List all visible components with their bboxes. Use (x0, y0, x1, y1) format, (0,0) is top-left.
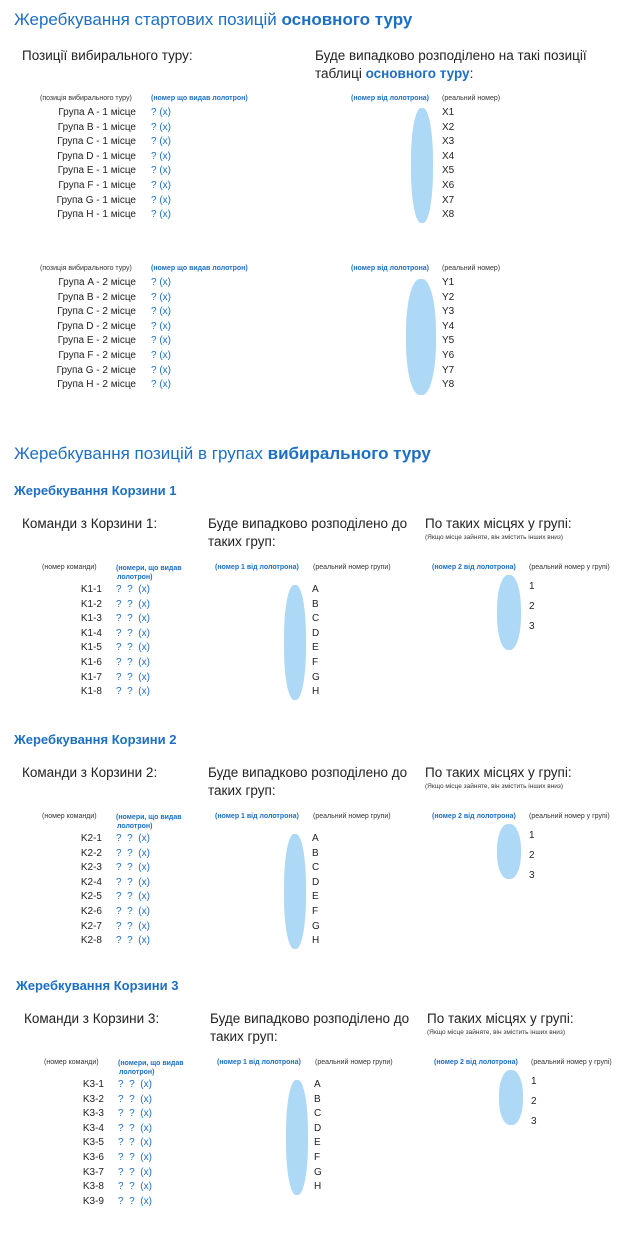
teams-list (60, 832, 102, 949)
lottery-value: ? ? (x) (118, 1181, 152, 1193)
lottery-value: ? ? (x) (118, 1093, 152, 1105)
places-note: (Якщо місце зайняте, він змістить інших вниз) (425, 534, 564, 541)
place-number: 1 (531, 1076, 537, 1087)
groups-label-line1: Буде випадково розподілено до (210, 1011, 410, 1026)
position-row: Група H - 1 місце (57, 209, 136, 221)
section1-title-emphasis: основного туру (281, 10, 413, 29)
teams-list (62, 1078, 104, 1209)
hidden-lotto1-scribble (284, 834, 306, 949)
real-numbers-list (442, 276, 454, 393)
places-list (529, 826, 535, 886)
basket-1-section (0, 480, 630, 720)
places-list (531, 1072, 537, 1132)
header-real-place: (реальний номер у групі) (529, 564, 610, 571)
group-letter: C (314, 1108, 322, 1120)
real-number: X3 (442, 136, 455, 148)
real-number: Y6 (442, 349, 455, 361)
header-real-number: (реальний номер) (442, 265, 501, 272)
position-row: Група B - 1 місце (57, 121, 136, 133)
lottery-value: ? ? (x) (118, 1195, 152, 1207)
group-letter: B (312, 598, 319, 610)
lottery-values-list (118, 1078, 152, 1209)
hidden-lotto2-scribble (497, 824, 521, 879)
groups-label (208, 515, 418, 551)
group-letter: C (312, 862, 320, 874)
group-letter: A (312, 584, 319, 595)
qualifying-positions-label: Позиції вибирального туру: (22, 48, 193, 63)
group-letter: F (312, 656, 319, 668)
groups-label-line2: таких груп: (208, 783, 276, 798)
place-number: 1 (529, 830, 535, 841)
lottery-value: ? (x) (151, 277, 171, 288)
header-real-group: (реальний номер групи) (313, 813, 391, 820)
group-letter: E (312, 642, 319, 654)
places-label: По таких місцях у групі: (425, 765, 572, 780)
real-number: X4 (442, 150, 455, 162)
groups-label-line1: Буде випадково розподілено до (208, 765, 408, 780)
team-row: K2-2 (80, 847, 102, 859)
team-row: K3-7 (82, 1166, 104, 1178)
header-team-number: (номер команди) (42, 564, 97, 571)
main-positions-label (315, 47, 615, 83)
team-row: K1-6 (80, 656, 102, 668)
main-positions-label-colon: : (469, 66, 474, 81)
team-row: K2-7 (80, 920, 102, 932)
lottery-values-list (151, 106, 171, 223)
lottery-value: ? (x) (151, 306, 171, 318)
team-row: K1-4 (80, 627, 102, 639)
teams-label: Команди з Корзини 3: (24, 1011, 160, 1026)
teams-label: Команди з Корзини 1: (22, 516, 158, 531)
real-number: X5 (442, 165, 455, 177)
team-row: K3-4 (82, 1122, 104, 1134)
basket-title: Жеребкування Корзини 2 (14, 732, 177, 747)
group-letter: G (312, 671, 320, 683)
places-label: По таких місцях у групі: (425, 516, 572, 531)
position-row: Група E - 2 місце (57, 335, 136, 347)
group-letter: H (314, 1181, 322, 1193)
position-row: Група F - 1 місце (58, 179, 136, 191)
section2-title (14, 444, 431, 464)
lottery-value: ? ? (x) (116, 876, 150, 888)
position-row: Група H - 2 місце (57, 379, 136, 391)
places-list (529, 577, 535, 637)
lottery-values-list (151, 276, 171, 393)
position-row: Група E - 1 місце (57, 165, 136, 177)
team-row: K3-8 (82, 1181, 104, 1193)
header-lottery-numbers-line2: лолотрон) (117, 574, 153, 581)
hidden-lotto-scribble (411, 108, 433, 223)
group-letter: D (314, 1122, 322, 1134)
teams-list (60, 583, 102, 700)
places-note: (Якщо місце зайняте, він змістить інших вниз) (425, 783, 564, 790)
groups-label-line1: Буде випадково розподілено до (208, 516, 408, 531)
groups-list (312, 832, 320, 949)
lottery-value: ? ? (x) (118, 1166, 152, 1178)
team-row: K2-8 (80, 935, 102, 947)
real-number: Y1 (442, 277, 455, 288)
lottery-value: ? ? (x) (116, 686, 150, 698)
lottery-value: ? ? (x) (116, 642, 150, 654)
groups-label-line2: таких груп: (210, 1029, 278, 1044)
lottery-value: ? (x) (151, 136, 171, 148)
lottery-value: ? (x) (151, 291, 171, 303)
lottery-value: ? (x) (151, 107, 171, 118)
position-row: Група D - 2 місце (57, 320, 136, 332)
header-lotto-2: (номер 2 від лолотрона) (432, 564, 516, 571)
group-letter: B (314, 1093, 321, 1105)
group-letter: E (314, 1137, 321, 1149)
lottery-value: ? (x) (151, 364, 171, 376)
team-row: K1-3 (80, 613, 102, 625)
header-position: (позиція вибирального туру) (40, 95, 132, 102)
position-row: Група D - 1 місце (57, 150, 136, 162)
lottery-value: ? ? (x) (116, 920, 150, 932)
lottery-value: ? ? (x) (116, 656, 150, 668)
groups-list (314, 1078, 322, 1195)
header-lottery-numbers-line1: (номери, що видав (118, 1060, 184, 1067)
hidden-lotto-scribble (406, 279, 436, 395)
lottery-value: ? ? (x) (118, 1137, 152, 1149)
places-label: По таких місцях у групі: (427, 1011, 574, 1026)
hidden-lotto2-scribble (499, 1070, 523, 1125)
team-row: K3-3 (82, 1108, 104, 1120)
groups-label-line2: таких груп: (208, 534, 276, 549)
header-lotto-2: (номер 2 від лолотрона) (432, 813, 516, 820)
first-place-block (0, 95, 630, 235)
positions-list (0, 106, 140, 223)
lottery-value: ? (x) (151, 209, 171, 221)
lottery-value: ? ? (x) (116, 935, 150, 947)
header-position: (позиція вибирального туру) (40, 265, 132, 272)
teams-label: Команди з Корзини 2: (22, 765, 158, 780)
lottery-value: ? (x) (151, 349, 171, 361)
header-team-number: (номер команди) (42, 813, 97, 820)
real-number: X7 (442, 194, 455, 206)
header-real-group: (реальний номер групи) (315, 1059, 393, 1066)
header-lotto-1: (номер 1 від лолотрона) (215, 813, 299, 820)
place-number: 2 (531, 1096, 537, 1107)
real-number: Y3 (442, 306, 455, 318)
position-row: Група B - 2 місце (57, 291, 136, 303)
lottery-value: ? (x) (151, 335, 171, 347)
lottery-value: ? (x) (151, 179, 171, 191)
position-row: Група C - 1 місце (57, 136, 136, 148)
header-lotto-1: (номер 1 від лолотрона) (217, 1059, 301, 1066)
position-row: Група G - 1 місце (56, 194, 136, 206)
team-row: K1-1 (80, 584, 102, 595)
lottery-value: ? ? (x) (116, 905, 150, 917)
team-row: K3-1 (82, 1079, 104, 1090)
positions-list (0, 276, 140, 393)
header-lottery-numbers-line1: (номери, що видав (116, 814, 182, 821)
basket-title: Жеребкування Корзини 1 (14, 483, 177, 498)
team-row: K2-5 (80, 891, 102, 903)
lottery-value: ? ? (x) (118, 1151, 152, 1163)
header-real-place: (реальний номер у групі) (529, 813, 610, 820)
group-letter: F (312, 905, 319, 917)
lottery-value: ? (x) (151, 121, 171, 133)
group-letter: A (312, 833, 319, 844)
header-lottery-numbers-line2: лолотрон) (119, 1069, 155, 1076)
lottery-values-list (116, 832, 150, 949)
group-letter: C (312, 613, 320, 625)
hidden-lotto1-scribble (284, 585, 306, 700)
team-row: K1-2 (80, 598, 102, 610)
place-number: 2 (529, 850, 535, 861)
position-row: Група A - 1 місце (58, 107, 136, 118)
group-letter: H (312, 686, 320, 698)
group-letter: F (314, 1151, 321, 1163)
places-note: (Якщо місце зайняте, він змістить інших вниз) (427, 1029, 566, 1036)
groups-label (210, 1010, 420, 1046)
header-lottery-numbers-line1: (номери, що видав (116, 565, 182, 572)
real-number: Y5 (442, 335, 455, 347)
header-lotto-number: (номер від лолотрона) (351, 95, 430, 102)
real-number: Y8 (442, 379, 455, 391)
hidden-lotto1-scribble (286, 1080, 308, 1195)
real-number: X6 (442, 179, 455, 191)
lottery-value: ? (x) (151, 150, 171, 162)
position-row: Група G - 2 місце (56, 364, 136, 376)
lottery-value: ? ? (x) (116, 627, 150, 639)
position-row: Група A - 2 місце (58, 277, 136, 288)
header-lottery-numbers (116, 564, 182, 582)
group-letter: D (312, 627, 320, 639)
section1-title (14, 10, 412, 30)
place-number: 1 (529, 581, 535, 592)
group-letter: D (312, 876, 320, 888)
real-number: X8 (442, 209, 455, 221)
header-real-place: (реальний номер у групі) (531, 1059, 612, 1066)
place-number: 3 (529, 870, 535, 881)
lottery-values-list (116, 583, 150, 700)
lottery-value: ? (x) (151, 379, 171, 391)
header-lottery-numbers (116, 813, 182, 831)
header-team-number: (номер команди) (44, 1059, 99, 1066)
group-letter: G (314, 1166, 322, 1178)
header-lotto-number: (номер від лолотрона) (351, 265, 430, 272)
team-row: K1-5 (80, 642, 102, 654)
lottery-value: ? ? (x) (116, 613, 150, 625)
header-lottery-number: (номер що видав лолотрон) (151, 95, 248, 102)
team-row: K3-2 (82, 1093, 104, 1105)
lottery-value: ? ? (x) (116, 671, 150, 683)
real-number: X2 (442, 121, 455, 133)
section1-title-text: Жеребкування стартових позицій (14, 10, 282, 29)
team-row: K3-9 (82, 1195, 104, 1207)
lottery-value: ? (x) (151, 194, 171, 206)
lottery-value: ? ? (x) (118, 1122, 152, 1134)
lottery-value: ? ? (x) (116, 847, 150, 859)
real-number: Y4 (442, 320, 455, 332)
team-row: K2-6 (80, 905, 102, 917)
header-lotto-1: (номер 1 від лолотрона) (215, 564, 299, 571)
team-row: K2-3 (80, 862, 102, 874)
main-positions-label-line1: Буде випадково розподілено на такі позиції (315, 48, 587, 63)
lottery-value: ? ? (x) (116, 598, 150, 610)
lottery-value: ? ? (x) (118, 1108, 152, 1120)
real-numbers-list (442, 106, 454, 223)
real-number: X1 (442, 107, 455, 118)
group-letter: A (314, 1079, 321, 1090)
lottery-value: ? (x) (151, 320, 171, 332)
team-row: K1-8 (80, 686, 102, 698)
group-letter: G (312, 920, 320, 932)
position-row: Група C - 2 місце (57, 306, 136, 318)
groups-list (312, 583, 320, 700)
header-lottery-numbers-line2: лолотрон) (117, 823, 153, 830)
team-row: K2-4 (80, 876, 102, 888)
basket-2-section (0, 729, 630, 969)
place-number: 3 (531, 1116, 537, 1127)
team-row: K3-6 (82, 1151, 104, 1163)
group-letter: B (312, 847, 319, 859)
header-lottery-numbers (118, 1059, 184, 1077)
section2-title-emphasis: вибирального туру (267, 444, 431, 463)
group-letter: E (312, 891, 319, 903)
groups-label (208, 764, 418, 800)
section2-title-text: Жеребкування позицій в групах (14, 444, 268, 463)
header-lotto-2: (номер 2 від лолотрона) (434, 1059, 518, 1066)
lottery-value: ? ? (x) (116, 862, 150, 874)
lottery-value: ? ? (x) (116, 584, 150, 595)
place-number: 2 (529, 601, 535, 612)
team-row: K1-7 (80, 671, 102, 683)
header-real-number: (реальний номер) (442, 95, 501, 102)
header-real-group: (реальний номер групи) (313, 564, 391, 571)
lottery-value: ? ? (x) (116, 833, 150, 844)
main-positions-label-line2: таблиці (315, 66, 366, 81)
place-number: 3 (529, 621, 535, 632)
basket-title: Жеребкування Корзини 3 (16, 978, 179, 993)
real-number: Y2 (442, 291, 455, 303)
position-row: Група F - 2 місце (58, 349, 136, 361)
main-positions-label-emphasis: основного туру (365, 66, 470, 81)
lottery-value: ? ? (x) (118, 1079, 152, 1090)
lottery-value: ? (x) (151, 165, 171, 177)
group-letter: H (312, 935, 320, 947)
basket-3-section (0, 975, 630, 1215)
hidden-lotto2-scribble (497, 575, 521, 650)
lottery-value: ? ? (x) (116, 891, 150, 903)
header-lottery-number: (номер що видав лолотрон) (151, 265, 248, 272)
team-row: K3-5 (82, 1137, 104, 1149)
second-place-block (0, 265, 630, 405)
team-row: K2-1 (80, 833, 102, 844)
real-number: Y7 (442, 364, 455, 376)
